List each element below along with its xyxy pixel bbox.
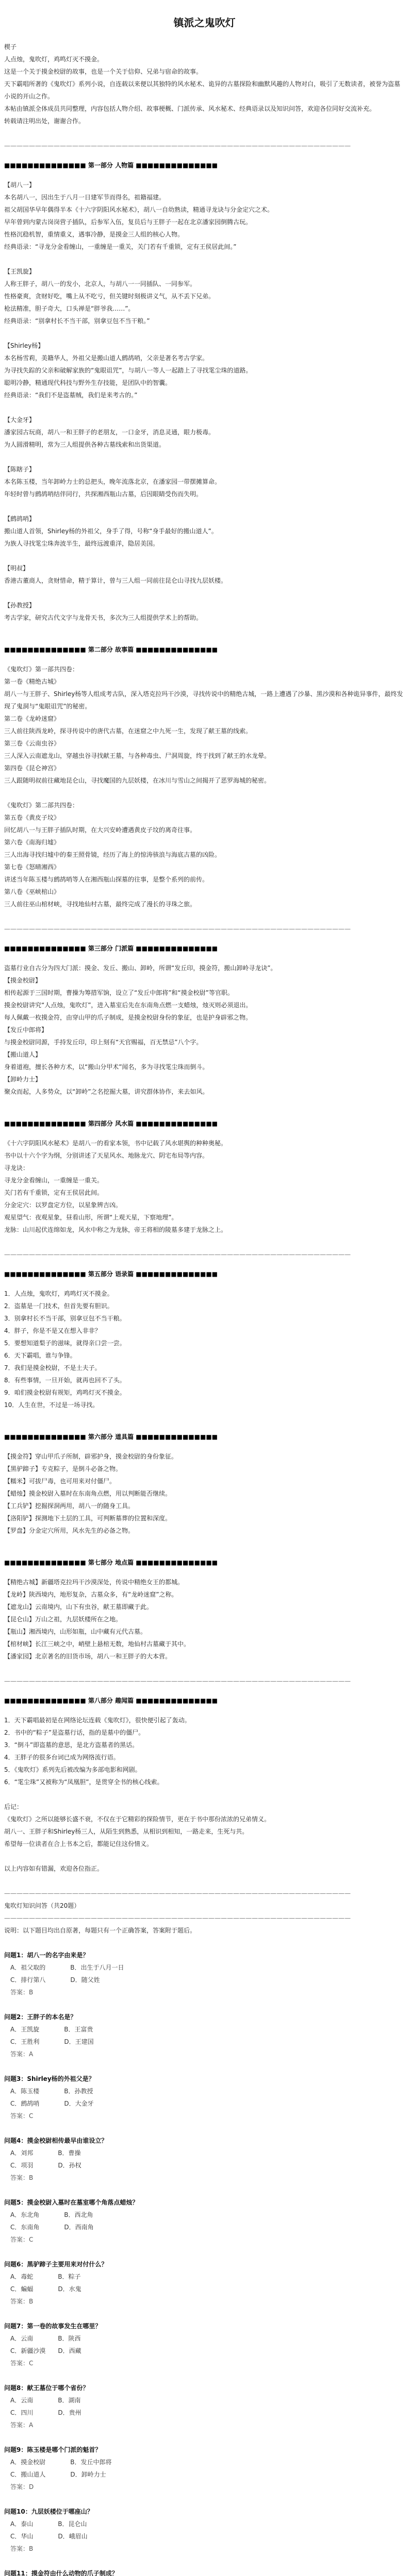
blank-line bbox=[4, 127, 405, 140]
text-line: 【遮龙山】云南境内，山下有虫谷，献王墓即藏于此。 bbox=[4, 1603, 153, 1611]
text-line: 第六卷《南海归墟》 bbox=[4, 839, 60, 846]
text-line: 年轻时曾与鹧鸪哨结伴同行，共探湘西瓶山古墓，后因眼睛受伤而失明。 bbox=[4, 490, 203, 498]
text-line: 【鹧鸪哨】 bbox=[4, 515, 36, 522]
text-line: 5．要想知道梨子的滋味，就得亲口尝一尝。 bbox=[4, 1340, 126, 1347]
quiz-answer: 答案：B bbox=[10, 2174, 34, 2181]
text-line: 与摸金校尉同源，手持发丘印，印上刻有“天官赐福，百无禁忌”八个字。 bbox=[4, 1039, 203, 1046]
text-line: 本名胡八一，因出生于八月一日建军节而得名，祖籍福建。 bbox=[4, 194, 166, 201]
blank-line bbox=[4, 2493, 405, 2505]
text-line: 8．有些事情，一旦开始，就再也回不了头。 bbox=[4, 1377, 126, 1384]
quiz-question: 问题7：第一卷的故事发生在哪里？ bbox=[4, 2323, 102, 2330]
separator-line: ———————————————————————————————————————————————————————— bbox=[4, 1914, 351, 1922]
text-line: 本帖由镇派全体成员共同整理，内容包括人物介绍、故事梗概、门派传承、风水秘术、经典语录以及知识问答，欢迎各位同好交流补充。 bbox=[4, 105, 376, 112]
quiz-options: C．蝙蝠 D．水鬼 bbox=[10, 2285, 81, 2293]
text-line: 【大金牙】 bbox=[4, 416, 36, 423]
quiz-question: 问题8：献王墓位于哪个省份？ bbox=[4, 2384, 89, 2392]
text-line: 考古学家，研究古代文字与龙骨天书，多次为三人组提供学术上的帮助。 bbox=[4, 614, 203, 621]
text-line: 每人佩戴一枚摸金符，由穿山甲的爪子制成，是摸金校尉身份的象征，也是护身辟邪之物。 bbox=[4, 1014, 252, 1021]
blank-line bbox=[4, 2184, 405, 2196]
text-line: 三人前往陕西龙岭，探寻传说中的唐代古墓，在迷窟之中九死一生，发现了献王墓的线索。 bbox=[4, 727, 252, 735]
blank-line bbox=[4, 1937, 405, 1949]
text-line: 【蜡烛】摸金校尉入墓时在东南角点燃，用以判断能否继续。 bbox=[4, 1490, 172, 1497]
quiz-options: A．刘邦 B．曹操 bbox=[10, 2149, 81, 2157]
quiz-question: 问题6：黑驴蹄子主要用来对付什么？ bbox=[4, 2261, 108, 2268]
text-line: 《鬼吹灯》第一部共四卷： bbox=[4, 666, 79, 673]
quiz-question: 问题5：摸金校尉入墓时在墓室哪个角落点蜡烛？ bbox=[4, 2199, 139, 2206]
blank-line bbox=[4, 2431, 405, 2444]
text-line: 关门若有千重锁，定有王侯居此间。 bbox=[4, 1189, 104, 1196]
text-line: 身着道袍，擅长各种方术，以“搬山分甲术”闻名，多为寻找雮尘珠而倒斗。 bbox=[4, 1063, 209, 1071]
text-line: 第二卷《龙岭迷窟》 bbox=[4, 715, 60, 722]
text-line: 3．“倒斗”即盗墓的意思，是北方盗墓者的黑话。 bbox=[4, 1741, 139, 1749]
text-line: 【龙岭】陕西境内，地形复杂，古墓众多，有“龙岭迷窟”之称。 bbox=[4, 1591, 178, 1598]
section-heading: ■■■■■■■■■■■■■■ 第一部分 人物篇 ■■■■■■■■■■■■■■ bbox=[4, 162, 218, 169]
text-line: 三人前往巫山棺材峡，寻找地仙村古墓，最终完成了漫长的寻珠之旅。 bbox=[4, 901, 197, 908]
text-line: 【黑驴蹄子】专克粽子，是倒斗必备之物。 bbox=[4, 1465, 122, 1472]
text-line: 第四卷《昆仑神宫》 bbox=[4, 765, 60, 772]
text-line: 【棺材峡】长江三峡之中，峭壁上悬棺无数，地仙村古墓藏于其中。 bbox=[4, 1640, 190, 1648]
blank-line bbox=[4, 624, 405, 636]
text-line: 聚众而起，人多势众，以“卸岭”之名挖掘大墓，讲究群体协作，来去如风。 bbox=[4, 1088, 209, 1095]
separator-line: ———————————————————————————————————————————————————————— bbox=[4, 142, 351, 149]
text-line: 龙脉：山川起伏连绵如龙，风水中称之为龙脉，帝王将相的陵墓多建于龙脉之上。 bbox=[4, 1226, 227, 1233]
text-line: 1．人点烛，鬼吹灯，鸡鸣灯灭不摸金。 bbox=[4, 1290, 113, 1297]
text-line: 《十六字阴阳风水秘术》是胡八一的看家本领，书中记载了风水堪舆的种种奥秘。 bbox=[4, 1140, 227, 1147]
blank-line bbox=[4, 500, 405, 513]
separator-line: ———————————————————————————————————————————————————————— bbox=[4, 1890, 351, 1897]
quiz-question: 问题3：Shirley杨的外祖父是？ bbox=[4, 2075, 95, 2082]
blank-line bbox=[4, 2060, 405, 2073]
text-line: 第一卷《精绝古城》 bbox=[4, 678, 60, 685]
text-line: 【精绝古城】新疆塔克拉玛干沙漠深处，传说中精绝女王的都城。 bbox=[4, 1579, 184, 1586]
text-line: 【糯米】可拔尸毒，也可用来对付僵尸。 bbox=[4, 1478, 116, 1485]
text-line: 9．咱们摸金校尉有规矩，鸡鸣灯灭不摸金。 bbox=[4, 1389, 126, 1396]
text-line: 【搬山道人】 bbox=[4, 1051, 42, 1058]
section-heading: ■■■■■■■■■■■■■■ 第八部分 趣闻篇 ■■■■■■■■■■■■■■ bbox=[4, 1697, 218, 1704]
text-line: 【陈瞎子】 bbox=[4, 466, 36, 473]
text-line: 【工兵铲】挖掘探洞两用，胡八一的随身工具。 bbox=[4, 1502, 135, 1510]
text-line: 【摸金符】穿山甲爪子所制，辟邪护身，摸金校尉的身份象征。 bbox=[4, 1453, 178, 1460]
text-line: 人称王胖子，胡八一的发小，北京人，与胡八一一同插队、一同参军。 bbox=[4, 280, 197, 287]
quiz-options: A．泰山 B．昆仑山 bbox=[10, 2520, 87, 2528]
quiz-options: C．四川 D．贵州 bbox=[10, 2409, 81, 2416]
quiz-options: A．王凯旋 B．王富贵 bbox=[10, 2026, 93, 2033]
blank-line bbox=[4, 327, 405, 340]
text-line: 【胡八一】 bbox=[4, 181, 36, 189]
text-line: 三人跟随明叔前往藏地昆仑山，寻找魔国的九层妖楼，在冰川与雪山之间揭开了恶罗海城的秘密。 bbox=[4, 777, 271, 784]
text-line: 【孙教授】 bbox=[4, 602, 36, 609]
blank-line bbox=[4, 1875, 405, 1887]
text-line: 为人圆滑精明，常为三人组提供各种古墓线索和出货渠道。 bbox=[4, 441, 166, 448]
text-line: 人点烛，鬼吹灯，鸡鸣灯灭不摸金。 bbox=[4, 56, 104, 63]
text-line: 本名陈玉楼，当年卸岭力士的总把头，晚年流落北京，在潘家园一带摆摊算命。 bbox=[4, 478, 221, 485]
text-line: 三人出海寻找归墟中的秦王照骨镜，经历了海上的惊涛骇浪与海底古墓的凶险。 bbox=[4, 851, 221, 858]
text-line: 本名杨雪莉，美籍华人，外祖父是搬山道人鹧鸪哨，父亲是著名考古学家。 bbox=[4, 354, 209, 362]
text-line: 摸金校尉讲究“人点烛，鬼吹灯”，进入墓室后先在东南角点燃一支蜡烛，烛灭则必须退出。 bbox=[4, 1002, 252, 1009]
text-line: 【潘家园】北京著名的旧货市场，胡八一和王胖子的大本营。 bbox=[4, 1653, 172, 1660]
quiz-options: C．鹧鸪哨 D．大金牙 bbox=[10, 2100, 94, 2107]
blank-line bbox=[4, 1788, 405, 1801]
section-heading: ■■■■■■■■■■■■■■ 第六部分 道具篇 ■■■■■■■■■■■■■■ bbox=[4, 1433, 218, 1440]
text-line: 【洛阳铲】探测地下土层的工具，可判断墓葬的位置和深度。 bbox=[4, 1515, 172, 1522]
text-line: 经典语录：“我们不是盗墓贼，我们是来考古的。” bbox=[4, 392, 138, 399]
text-line: 4．王胖子的很多台词已成为网络流行语。 bbox=[4, 1754, 120, 1761]
text-line: 这是一个关于摸金校尉的故事，也是一个关于信仰、兄弟与宿命的故事。 bbox=[4, 68, 203, 75]
section-heading: ■■■■■■■■■■■■■■ 第二部分 故事篇 ■■■■■■■■■■■■■■ bbox=[4, 646, 218, 653]
quiz-answer: 答案：C bbox=[10, 2236, 34, 2243]
quiz-answer: 答案：B bbox=[10, 1989, 34, 1996]
quiz-options: A．祖父取的 B．出生于八月一日 bbox=[10, 1964, 124, 1971]
text-line: 10．人生在世，不过是一场寻找。 bbox=[4, 1401, 99, 1409]
text-line: 第八卷《巫峡棺山》 bbox=[4, 888, 60, 895]
text-line: 香港古董商人，贪财惜命，精于算计，曾与三人组一同前往昆仑山寻找九层妖楼。 bbox=[4, 577, 227, 584]
text-line: 性格沉稳机智，重情重义，遇事冷静，是摸金三人组的核心人物。 bbox=[4, 231, 184, 238]
quiz-options: C．华山 D．峨眉山 bbox=[10, 2533, 88, 2540]
text-line: 第三卷《云南虫谷》 bbox=[4, 740, 60, 747]
quiz-options: A．东北角 B．西北角 bbox=[10, 2211, 93, 2218]
quiz-answer: 答案：B bbox=[10, 2545, 34, 2552]
text-line: 书中以十六个字为纲，分别讲述了天星风水、地脉龙穴、阴宅布局等内容。 bbox=[4, 1152, 209, 1159]
text-line: 分金定穴：以罗盘定方位，以星象辨吉凶。 bbox=[4, 1201, 122, 1209]
text-line: 相传起源于三国时期，曹操为筹措军饷，设立了“发丘中郎将”和“摸金校尉”等官职。 bbox=[4, 989, 234, 996]
blank-line bbox=[4, 2555, 405, 2567]
text-line: 【王凯旋】 bbox=[4, 268, 36, 275]
blank-line bbox=[4, 787, 405, 799]
text-line: 经典语录：“寻龙分金看缠山，一重缠是一重关，关门若有千重锁，定有王侯居此间。” bbox=[4, 243, 237, 250]
quiz-options: C．搬山道人 D．卸岭力士 bbox=[10, 2471, 106, 2478]
text-line: 胡八一与王胖子、Shirley杨等人组成考古队，深入塔克拉玛干沙漠，寻找传说中的精绝古城，一路上遭遇了沙暴、黑沙漠和各种诡异事件，最终发现了鬼洞与“鬼眼诅咒”的秘密。 bbox=[4, 690, 403, 710]
quiz-answer: 答案：D bbox=[10, 2483, 34, 2490]
blank-line bbox=[4, 1998, 405, 2011]
quiz-question: 问题2：王胖子的本名是？ bbox=[4, 2013, 77, 2021]
text-line: 性格豪爽，贪财好吃，嘴上从不吃亏，但关键时刻极讲义气，从不丢下兄弟。 bbox=[4, 293, 215, 300]
section-heading: ■■■■■■■■■■■■■■ 第五部分 语录篇 ■■■■■■■■■■■■■■ bbox=[4, 1270, 218, 1278]
text-line: 《鬼吹灯》之所以能够长盛不衰，不仅在于它精彩的探险情节，更在于书中那份浓浓的兄弟情义。 bbox=[4, 1816, 271, 1823]
quiz-options: A．陈玉楼 B．孙教授 bbox=[10, 2088, 93, 2095]
quiz-options: A．毒蛇 B．粽子 bbox=[10, 2273, 81, 2280]
text-line: 【卸岭力士】 bbox=[4, 1076, 42, 1083]
quiz-answer: 答案：B bbox=[10, 2298, 34, 2305]
quiz-question: 问题1：胡八一的名字由来是？ bbox=[4, 1952, 89, 1959]
blank-line bbox=[4, 587, 405, 599]
blank-line bbox=[4, 2246, 405, 2258]
blank-line bbox=[4, 253, 405, 265]
quiz-options: C．王胜利 D．王建国 bbox=[10, 2038, 94, 2045]
quiz-options: A．云南 B．陕西 bbox=[10, 2335, 81, 2342]
blank-line bbox=[4, 2369, 405, 2382]
text-line: 为寻找失踪的父亲和破解家族的“鬼眼诅咒”，与胡八一等人一起踏上了寻找雮尘珠的道路。 bbox=[4, 367, 252, 374]
text-line: 《鬼吹灯》第二部共四卷： bbox=[4, 802, 79, 809]
text-line: 胡八一、王胖子和Shirley杨三人，从陌生到熟悉，从相识到相知，一路走来，生死与共。 bbox=[4, 1828, 249, 1835]
text-line: 【罗盘】分金定穴所用，风水先生的必备之物。 bbox=[4, 1527, 135, 1534]
text-line: 聪明冷静，精通现代科技与野外生存技能，是团队中的智囊。 bbox=[4, 379, 172, 386]
blank-line bbox=[4, 1236, 405, 1248]
text-line: 【Shirley杨】 bbox=[4, 342, 44, 349]
text-line: 说明：以下题目均出自原著，每题只有一个正确答案，答案附于题后。 bbox=[4, 1927, 197, 1934]
blank-line bbox=[4, 1098, 405, 1110]
quiz-options: C．新疆沙漠 D．西藏 bbox=[10, 2347, 81, 2354]
quiz-question: 问题10：九层妖楼位于哪座山？ bbox=[4, 2508, 93, 2515]
text-line: 3．别拿村长不当干部，别拿豆包不当干粮。 bbox=[4, 1315, 126, 1322]
text-line: 观星望气：夜观星象，昼看山形，所谓“上观天星，下察地理”。 bbox=[4, 1214, 178, 1221]
text-line: 祖父胡国华早年偶得半本《十六字阴阳风水秘术》，胡八一自幼熟读，精通寻龙诀与分金定穴之术。 bbox=[4, 206, 274, 213]
text-line: 搬山道人首领，Shirley杨的外祖父，身手了得，号称“身手最好的搬山道人”。 bbox=[4, 528, 218, 535]
blank-line bbox=[4, 2308, 405, 2320]
quiz-options: A．云南 B．湖南 bbox=[10, 2397, 81, 2404]
quiz-question: 问题4：摸金校尉相传最早由谁设立？ bbox=[4, 2137, 108, 2144]
text-line: 潘家园古玩商，胡八一和王胖子的老朋友，一口金牙，消息灵通，眼力极毒。 bbox=[4, 429, 215, 436]
blank-line bbox=[4, 451, 405, 463]
quiz-options: A．摸金校尉 B．发丘中郎将 bbox=[10, 2459, 112, 2466]
separator-line: ———————————————————————————————————————————————————————— bbox=[4, 925, 351, 933]
text-line: 希望每一位读者在合上书本之后，都能记住这份情义。 bbox=[4, 1840, 153, 1848]
text-line: 回忆胡八一与王胖子插队时期，在大兴安岭遭遇黄皮子坟的离奇往事。 bbox=[4, 826, 197, 834]
section-heading: ■■■■■■■■■■■■■■ 第七部分 地点篇 ■■■■■■■■■■■■■■ bbox=[4, 1559, 218, 1566]
text-line: 后记： bbox=[4, 1803, 23, 1810]
document-body bbox=[4, 41, 405, 2576]
quiz-answer: 答案：A bbox=[10, 2050, 34, 2058]
text-line: 【发丘中郎将】 bbox=[4, 1026, 48, 1033]
text-line: 经典语录：“别拿村长不当干部，别拿豆包不当干粮。” bbox=[4, 317, 150, 325]
text-line: 第五卷《黄皮子坟》 bbox=[4, 814, 60, 821]
blank-line bbox=[4, 1850, 405, 1862]
quiz-options: C．项羽 D．孙权 bbox=[10, 2162, 81, 2169]
text-line: 讲述当年陈玉楼与鹧鸪哨等人在湘西瓶山探墓的往事，是整个系列的前传。 bbox=[4, 876, 209, 883]
text-line: 鬼吹灯知识问答（共20题） bbox=[4, 1902, 80, 1909]
text-line: 2．书中的“粽子”是盗墓行话，指的是墓中的僵尸。 bbox=[4, 1729, 145, 1736]
text-line: 寻龙分金看缠山，一重缠是一重关。 bbox=[4, 1177, 104, 1184]
text-line: 盗墓行业自古分为四大门派：摸金、发丘、搬山、卸岭，所谓“发丘印，摸金符，搬山卸岭寻龙诀”。 bbox=[4, 964, 277, 972]
blank-line bbox=[4, 2122, 405, 2134]
blank-line bbox=[4, 550, 405, 562]
text-line: 【瓶山】湘西境内，山形如瓶，山中藏有元代古墓。 bbox=[4, 1628, 147, 1635]
text-line: 【明叔】 bbox=[4, 565, 29, 572]
text-line: 第七卷《怒晴湘西》 bbox=[4, 863, 60, 871]
section-heading: ■■■■■■■■■■■■■■ 第四部分 风水篇 ■■■■■■■■■■■■■■ bbox=[4, 1120, 218, 1127]
quiz-answer: 答案：C bbox=[10, 2360, 34, 2367]
page-title: 镇派之鬼吹灯 bbox=[173, 16, 236, 29]
text-line: 寻龙诀： bbox=[4, 1164, 29, 1172]
text-line: 4．胖子，你是不是又在想入非非？ bbox=[4, 1327, 101, 1334]
text-line: 转载请注明出处，谢谢合作。 bbox=[4, 117, 85, 125]
text-line: 枪法精准，胆子奇大，口头禅是“胖爷我……”。 bbox=[4, 305, 135, 312]
text-line: 7．我们是摸金校尉，不是土夫子。 bbox=[4, 1364, 101, 1371]
text-line: 【摸金校尉】 bbox=[4, 977, 42, 984]
text-line: 2．盗墓是一门技术，但首先要有胆识。 bbox=[4, 1302, 113, 1310]
quiz-question: 问题11：摸金符由什么动物的爪子制成？ bbox=[4, 2570, 118, 2576]
text-line: 早年曾到内蒙古岗岗营子插队，后参军入伍，复员后与王胖子一起在北京潘家园倒腾古玩。 bbox=[4, 218, 252, 226]
text-line: 6．“雮尘珠”又被称为“凤凰胆”，是贯穿全书的核心线索。 bbox=[4, 1778, 163, 1786]
text-line: 5．《鬼吹灯》系列先后被改编为多部电影和网剧。 bbox=[4, 1766, 141, 1773]
blank-line bbox=[4, 1411, 405, 1423]
quiz-answer: 答案：C bbox=[10, 2112, 34, 2120]
text-line: 天下霸唱所著的《鬼吹灯》系列小说，自连载以来便以其独特的风水秘术、诡异的古墓探险和幽默风趣的人物对白，吸引了无数读者，被誉为盗墓小说的开山之作。 bbox=[4, 80, 401, 100]
separator-line: ———————————————————————————————————————————————————————— bbox=[4, 1251, 351, 1258]
blank-line bbox=[4, 1663, 405, 1675]
text-line: 6．天下霸唱，谁与争锋。 bbox=[4, 1352, 76, 1359]
separator-line: ———————————————————————————————————————————————————————— bbox=[4, 1677, 351, 1685]
blank-line bbox=[4, 1537, 405, 1549]
quiz-options: C．排行第八 D．随父姓 bbox=[10, 1976, 100, 1984]
quiz-options: C．东南角 D．西南角 bbox=[10, 2224, 94, 2231]
text-line: 【昆仑山】万山之祖，九层妖楼所在之地。 bbox=[4, 1616, 122, 1623]
text-line: 为族人寻找雮尘珠奔波半生，最终远渡重洋，隐居美国。 bbox=[4, 540, 159, 547]
text-line: 以上内容如有错漏，欢迎各位指正。 bbox=[4, 1865, 104, 1872]
quiz-question: 问题9：陈玉楼是哪个门派的魁首？ bbox=[4, 2446, 102, 2453]
section-heading: ■■■■■■■■■■■■■■ 第三部分 门派篇 ■■■■■■■■■■■■■■ bbox=[4, 945, 218, 952]
blank-line bbox=[4, 401, 405, 414]
text-line: 楔子 bbox=[4, 43, 17, 50]
text-line: 三人深入云南遮龙山，穿越虫谷寻找献王墓，与各种毒虫、尸洞周旋，终于找到了献王的水龙晕。 bbox=[4, 752, 271, 759]
blank-line bbox=[4, 910, 405, 923]
text-line: 1．天下霸唱最初是在网络论坛连载《鬼吹灯》，很快便引起了轰动。 bbox=[4, 1717, 191, 1724]
quiz-answer: 答案：A bbox=[10, 2421, 34, 2429]
